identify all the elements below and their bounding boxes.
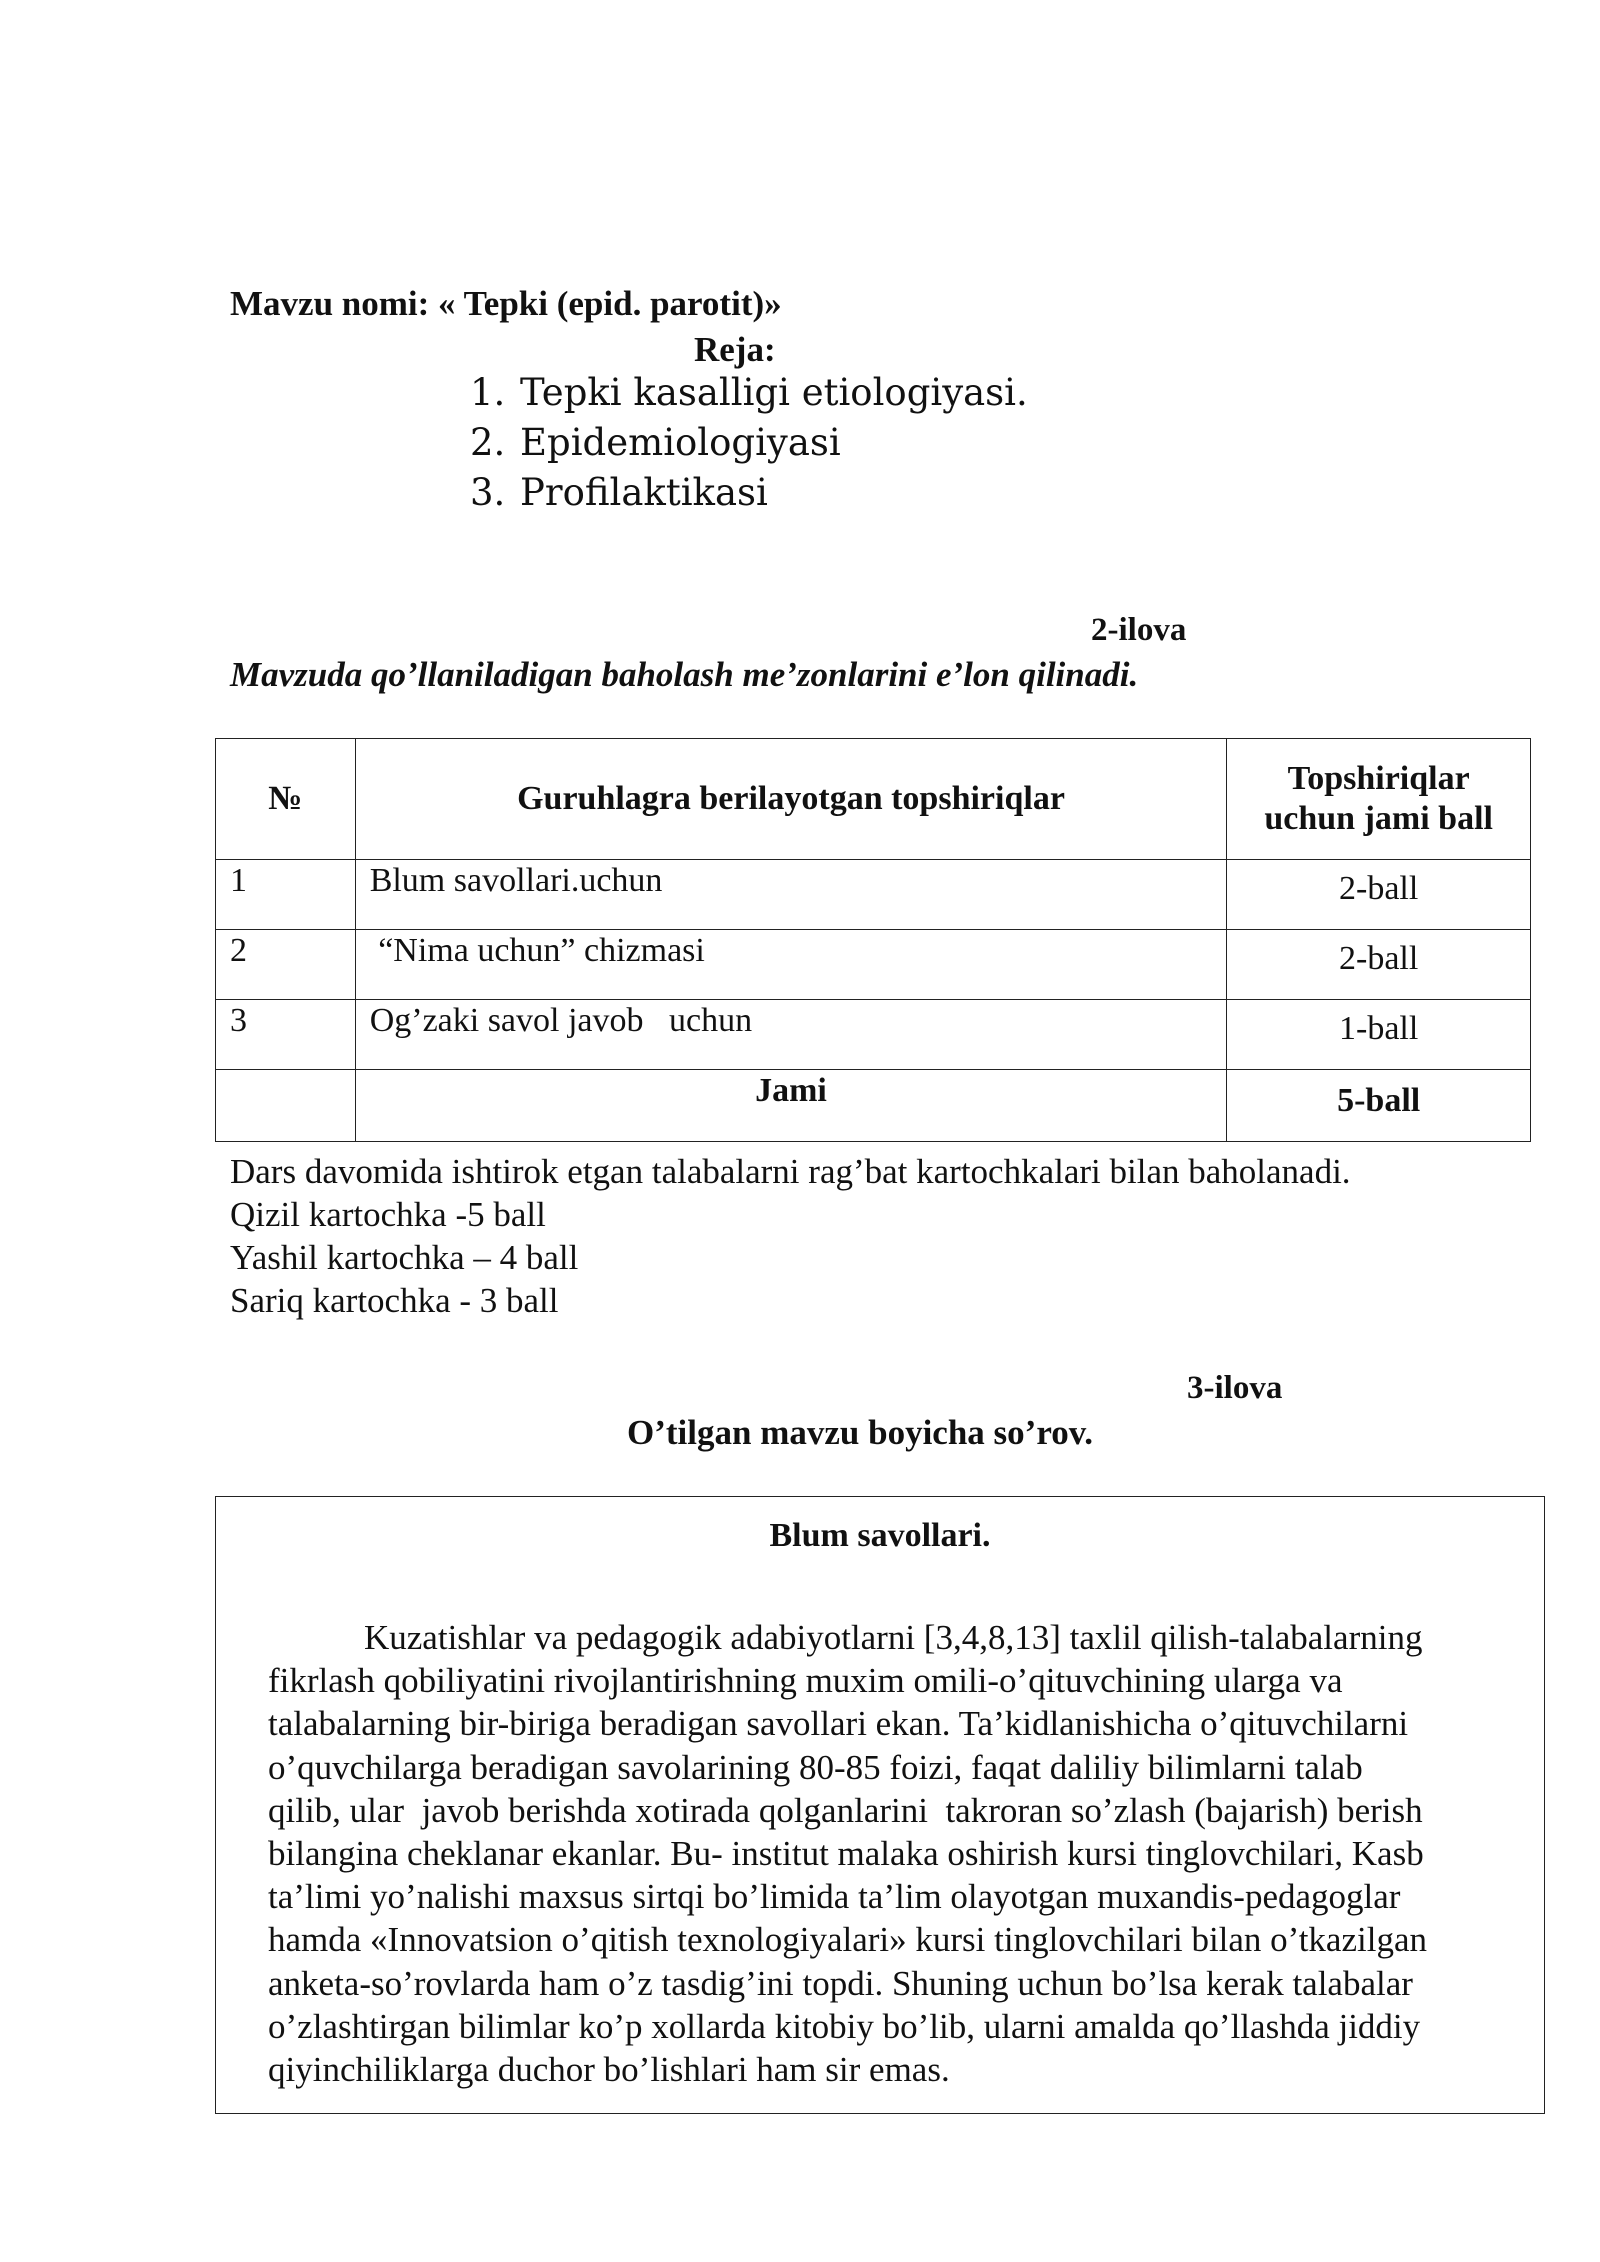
paragraph-line: o’quvchilarga beradigan savolarining 80-85 foizi, faqat daliliy bilimlarni talab: [268, 1747, 1363, 1787]
table-row: [216, 930, 1531, 1000]
plan-item: [470, 418, 1028, 468]
yellow-card-line: Sariq kartochka - 3 ball: [230, 1281, 559, 1320]
plan-item-number: 2.: [470, 421, 506, 464]
plan-item-number: 1.: [470, 371, 506, 414]
table-row: [216, 1000, 1531, 1070]
bloom-heading: Blum savollari.: [769, 1517, 991, 1554]
table-total-row: [216, 1070, 1531, 1142]
plan-item-text: Epidemiologiyasi: [520, 421, 841, 464]
row-points: 1-ball: [1227, 1000, 1531, 1070]
row-task: Blum savollari.uchun: [355, 860, 1227, 930]
paragraph-line: bilangina cheklanar ekanlar. Bu- institut malaka oshirish kursi tinglovchilari, Kasb: [268, 1834, 1424, 1874]
row-number: 2: [216, 930, 356, 1000]
row-number: 1: [216, 860, 356, 930]
paragraph-line: fikrlash qobiliyatini rivojlantirishning muxim omili-o’qituvchining ularga va: [268, 1661, 1343, 1701]
plan-item-text: Profilaktikasi: [520, 471, 768, 514]
header-task: Guruhlagra berilayotgan topshiriqlar: [355, 739, 1227, 860]
paragraph-line: Kuzatishlar va pedagogik adabiyotlarni [3,4,8,13] taxlil qilish-talabalarning: [364, 1618, 1423, 1657]
row-points: 2-ball: [1227, 860, 1531, 930]
plan-list: [470, 368, 1028, 518]
row-points: 2-ball: [1227, 930, 1531, 1000]
appendix-3-label: 3-ilova: [1187, 1370, 1283, 1406]
paragraph-line: hamda «Innovatsion o’qitish texnologiyalari» kursi tinglovchilari bilan o’tkazilgan: [268, 1920, 1427, 1960]
table-header-row: [216, 739, 1531, 860]
cards-intro: Dars davomida ishtirok etgan talabalarni rag’bat kartochkalari bilan baholanadi.: [230, 1152, 1351, 1191]
plan-item: [470, 368, 1028, 418]
paragraph-line: qiyinchiliklarga duchor bo’lishlari ham sir emas.: [268, 2050, 950, 2090]
topic-title: Mavzu nomi: « Tepki (epid. parotit)»: [230, 284, 782, 323]
paragraph-line: anketa-so’rovlarda ham o’z tasdig’ini topdi. Shuning uchun bo’lsa kerak talabalar: [268, 1963, 1413, 2003]
bloom-paragraph: [268, 1616, 1520, 2091]
paragraph-line: o’zlashtirgan bilimlar ko’p xollarda kitobiy bo’lib, ularni amalda qo’llashda jiddiy: [268, 2006, 1421, 2046]
paragraph-line: talabalarning bir-biriga beradigan savollari ekan. Ta’kidlanishicha o’qituvchilarni: [268, 1704, 1409, 1744]
row-number: 3: [216, 1000, 356, 1070]
header-points: [1227, 739, 1531, 860]
plan-item-text: Tepki kasalligi etiologiyasi.: [520, 371, 1028, 414]
red-card-line: Qizil kartochka -5 ball: [230, 1195, 546, 1234]
appendix-2-label: 2-ilova: [1091, 612, 1187, 648]
total-label: Jami: [355, 1070, 1227, 1142]
row-task: “Nima uchun” chizmasi: [355, 930, 1227, 1000]
table-row: [216, 860, 1531, 930]
green-card-line: Yashil kartochka – 4 ball: [230, 1238, 579, 1277]
plan-item: [470, 468, 1028, 518]
plan-heading: Reja:: [694, 330, 776, 369]
row-task: Og’zaki savol javob uchun: [355, 1000, 1227, 1070]
grading-table: [215, 738, 1531, 1142]
total-points: 5-ball: [1227, 1070, 1531, 1142]
header-points-line2: uchun jami ball: [1264, 800, 1493, 837]
paragraph-line: ta’limi yo’nalishi maxsus sirtqi bo’limida ta’lim olayotgan muxandis-pedagoglar: [268, 1877, 1401, 1917]
cards-block: [230, 1150, 1351, 1322]
criteria-title: Mavzuda qo’llaniladigan baholash me’zonlarini e’lon qilinadi.: [230, 655, 1139, 694]
paragraph-line: qilib, ular javob berishda xotirada qolganlarini takroran so’zlash (bajarish) berish: [268, 1790, 1423, 1830]
header-number: №: [216, 739, 356, 860]
bloom-questions-box: [215, 1496, 1545, 2114]
plan-item-number: 3.: [470, 471, 506, 514]
total-empty-cell: [216, 1070, 356, 1142]
header-points-line1: Topshiriqlar: [1287, 760, 1470, 797]
survey-title: O’tilgan mavzu boyicha so’rov.: [627, 1413, 1094, 1452]
